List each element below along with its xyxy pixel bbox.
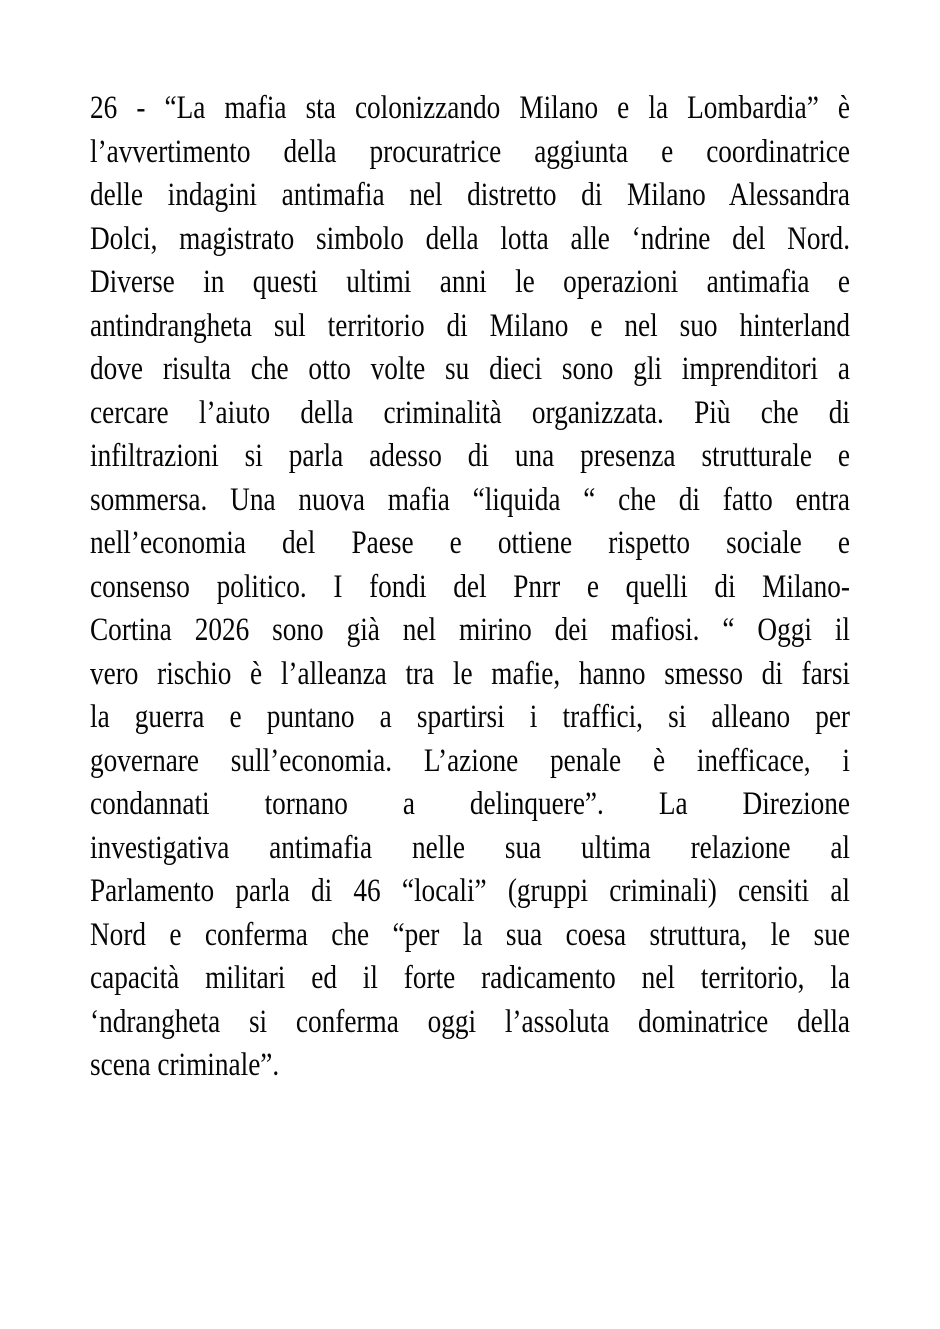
text-line: ‘ndrangheta si conferma oggi l’assoluta dominatrice della [90, 1003, 851, 1040]
text-line: delle indagini antimafia nel distretto di Milano Alessandra [90, 177, 851, 213]
text-line: Diverse in questi ultimi anni le operazioni antimafia e [90, 264, 851, 300]
text-line: la guerra e puntano a spartirsi i traffici, si alleano per [90, 699, 851, 735]
text-line: l’avvertimento della procuratrice aggiunta e coordinatrice [90, 133, 851, 170]
text-line: capacità militari ed il forte radicamento nel territorio, la [90, 960, 851, 996]
text-line: sommersa. Una nuova mafia “liquida “ che di fatto entra [90, 481, 851, 518]
text-line: dove risulta che otto volte su dieci sono gli imprenditori a [90, 351, 851, 387]
text-line: Cortina 2026 sono già nel mirino dei mafiosi. “ Oggi il [90, 612, 851, 648]
text-line: scena criminale”. [90, 1047, 280, 1083]
text-line: cercare l’aiuto della criminalità organizzata. Più che di [90, 394, 851, 431]
text-line: consenso politico. I fondi del Pnrr e quelli di Milano- [90, 568, 851, 605]
article-paragraph [90, 87, 850, 1088]
text-line: Parlamento parla di 46 “locali” (gruppi criminali) censiti al [90, 873, 851, 909]
text-line: Nord e conferma che “per la sua coesa struttura, le sue [90, 916, 851, 953]
text-line: investigativa antimafia nelle sua ultima relazione al [90, 829, 851, 866]
text-line: antindrangheta sul territorio di Milano e nel suo hinterland [90, 307, 851, 344]
text-line: 26 - “La mafia sta colonizzando Milano e la Lombardia” è [90, 90, 851, 126]
text-line: condannati tornano a delinquere”. La Direzione [90, 786, 851, 822]
text-line: infiltrazioni si parla adesso di una presenza strutturale e [90, 438, 851, 474]
text-line: governare sull’economia. L’azione penale è inefficace, i [90, 742, 851, 779]
text-line: Dolci, magistrato simbolo della lotta alle ‘ndrine del Nord. [90, 220, 851, 257]
text-line: nell’economia del Paese e ottiene rispetto sociale e [90, 525, 851, 561]
text-line: vero rischio è l’alleanza tra le mafie, hanno smesso di farsi [90, 655, 851, 692]
